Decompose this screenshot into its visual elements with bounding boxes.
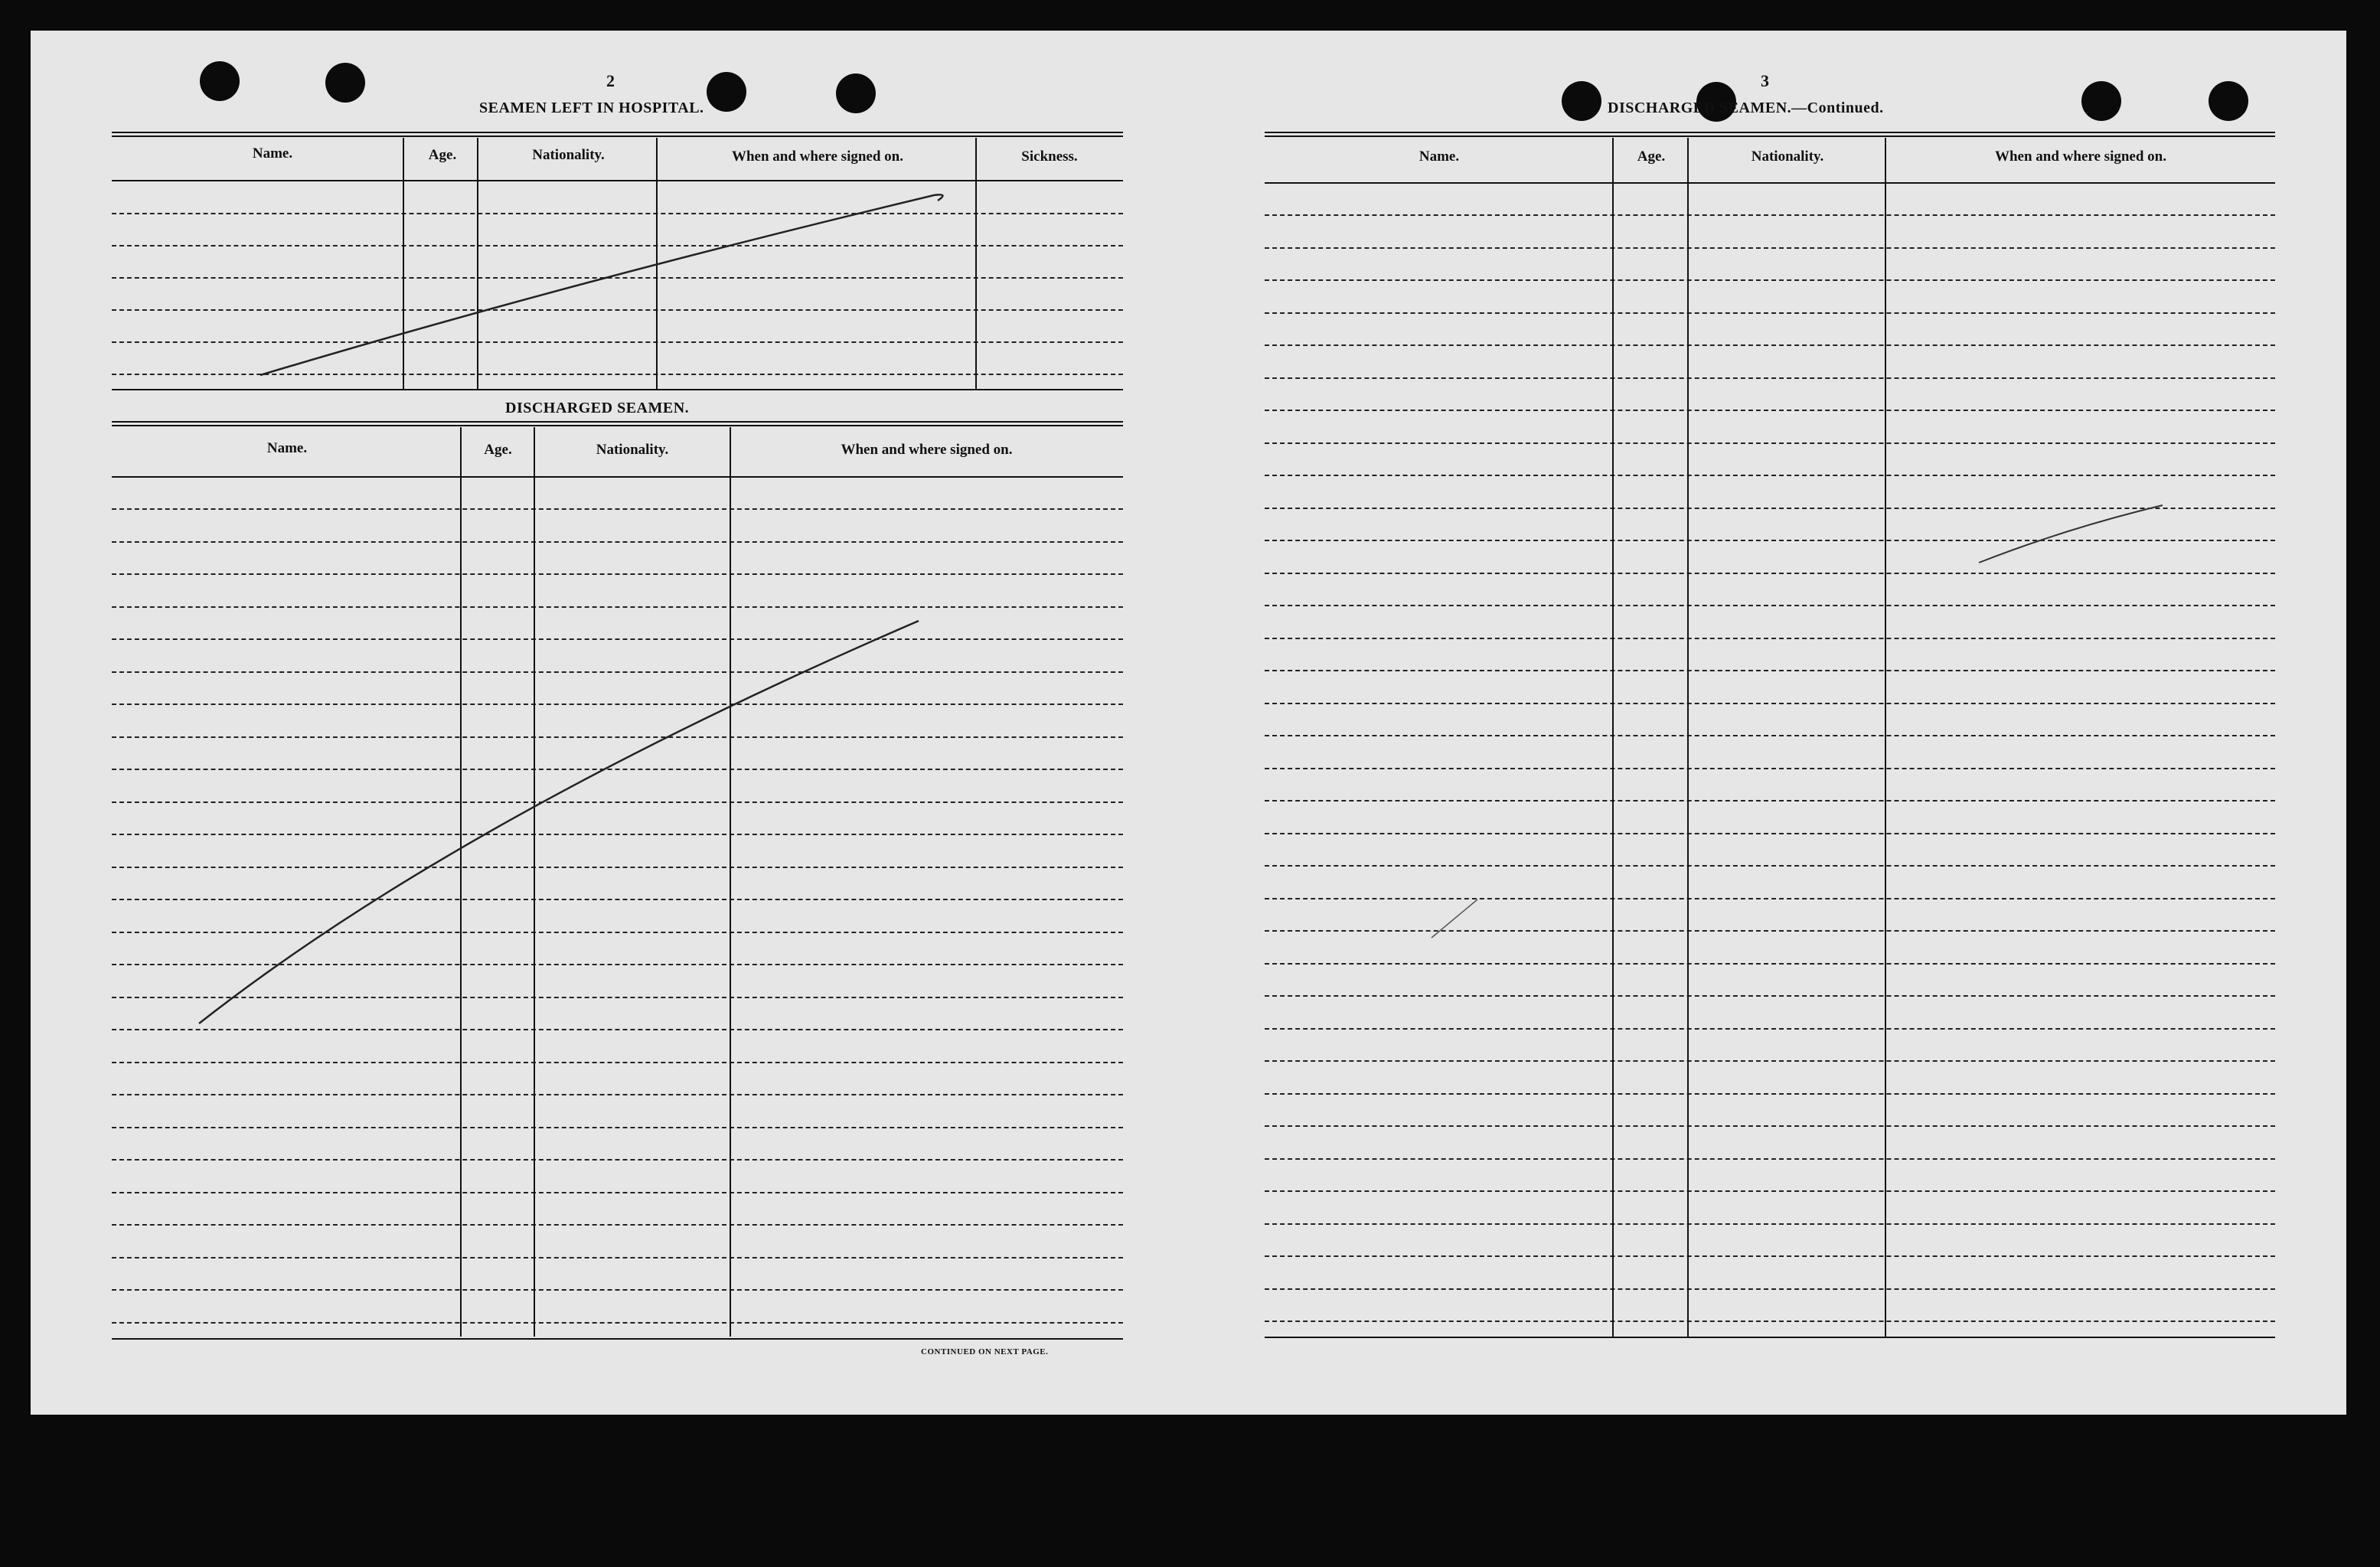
column-header-sickness: Sickness. [1021,149,1078,165]
continued-section-title: DISCHARGED SEAMEN.—Continued. [1608,100,1884,116]
continued-note: CONTINUED ON NEXT PAGE. [921,1347,1049,1356]
column-header-name: Name. [266,440,308,456]
column-header-name: Name. [252,145,293,162]
pen-cancellation-marks [31,31,2346,1415]
column-header-age: Age. [484,442,512,458]
page-number: 2 [606,71,615,90]
column-header-nationality: Nationality. [1751,149,1824,165]
discharged-section-title: DISCHARGED SEAMEN. [505,400,690,416]
pen-stroke [1979,505,2163,563]
hospital-section-title: SEAMEN LEFT IN HOSPITAL. [479,100,704,116]
column-header-signed-on: When and where signed on. [1994,149,2166,165]
pen-stroke [260,194,942,375]
column-header-age: Age. [1637,149,1666,165]
column-header-nationality: Nationality. [596,442,669,458]
column-header-name: Name. [1419,149,1460,165]
page-number: 3 [1761,71,1769,90]
column-header-age: Age. [428,147,457,163]
column-header-signed-on: When and where signed on. [731,149,903,165]
column-header-signed-on: When and where signed on. [841,442,1013,458]
pen-stroke [199,621,919,1023]
pen-stroke [1432,899,1477,938]
column-header-nationality: Nationality. [532,147,605,163]
document-sheet [31,31,2346,1415]
